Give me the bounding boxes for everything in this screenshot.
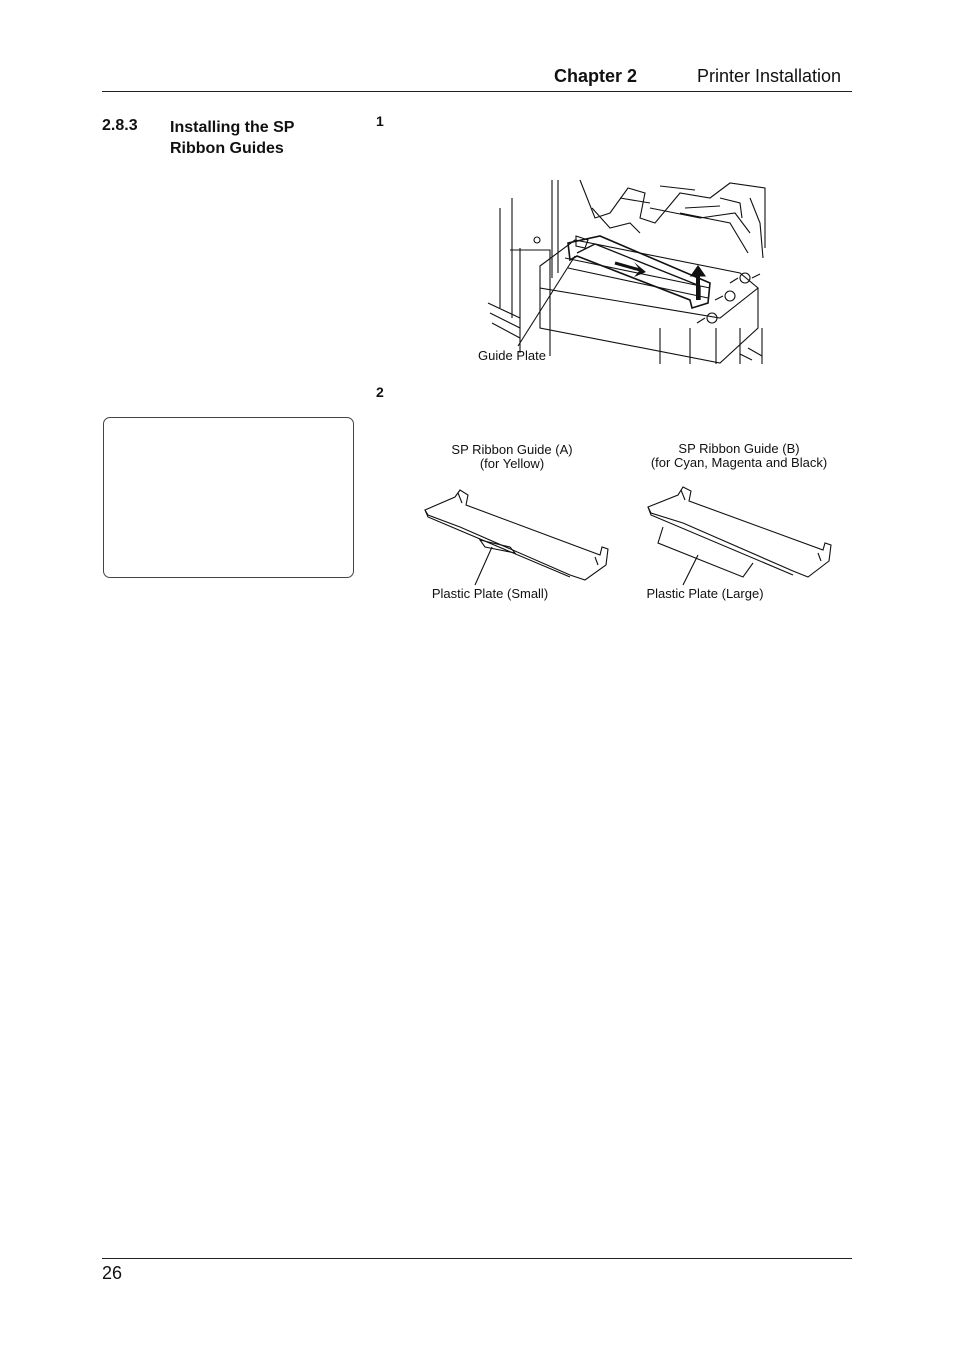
guide-b-label-line1: SP Ribbon Guide (B) <box>678 441 800 456</box>
footer-divider <box>102 1258 852 1259</box>
sp-ribbon-guide-b-illustration <box>643 485 833 585</box>
guide-a-label-line2: (for Yellow) <box>479 456 545 471</box>
step-1-number: 1 <box>376 113 384 129</box>
section-title: Installing the SP Ribbon Guides <box>170 119 295 157</box>
printer-guide-plate-illustration <box>480 178 770 364</box>
section-number: 2.8.3 <box>102 117 138 134</box>
page-number: 26 <box>102 1263 123 1283</box>
plastic-plate-large-label: Plastic Plate (Large) <box>646 586 764 601</box>
sp-ribbon-guide-a-illustration <box>420 485 610 585</box>
guide-plate-label: Guide Plate <box>478 348 546 363</box>
guide-a-label-line1: SP Ribbon Guide (A) <box>451 442 573 457</box>
chapter-title: Printer Installation <box>697 66 842 86</box>
step-2-number: 2 <box>376 384 384 400</box>
header-divider <box>102 91 852 92</box>
guide-b-label-line2: (for Cyan, Magenta and Black) <box>650 455 828 470</box>
note-box <box>103 417 354 578</box>
plastic-plate-small-label: Plastic Plate (Small) <box>431 586 549 601</box>
chapter-label: Chapter 2 <box>554 66 638 86</box>
